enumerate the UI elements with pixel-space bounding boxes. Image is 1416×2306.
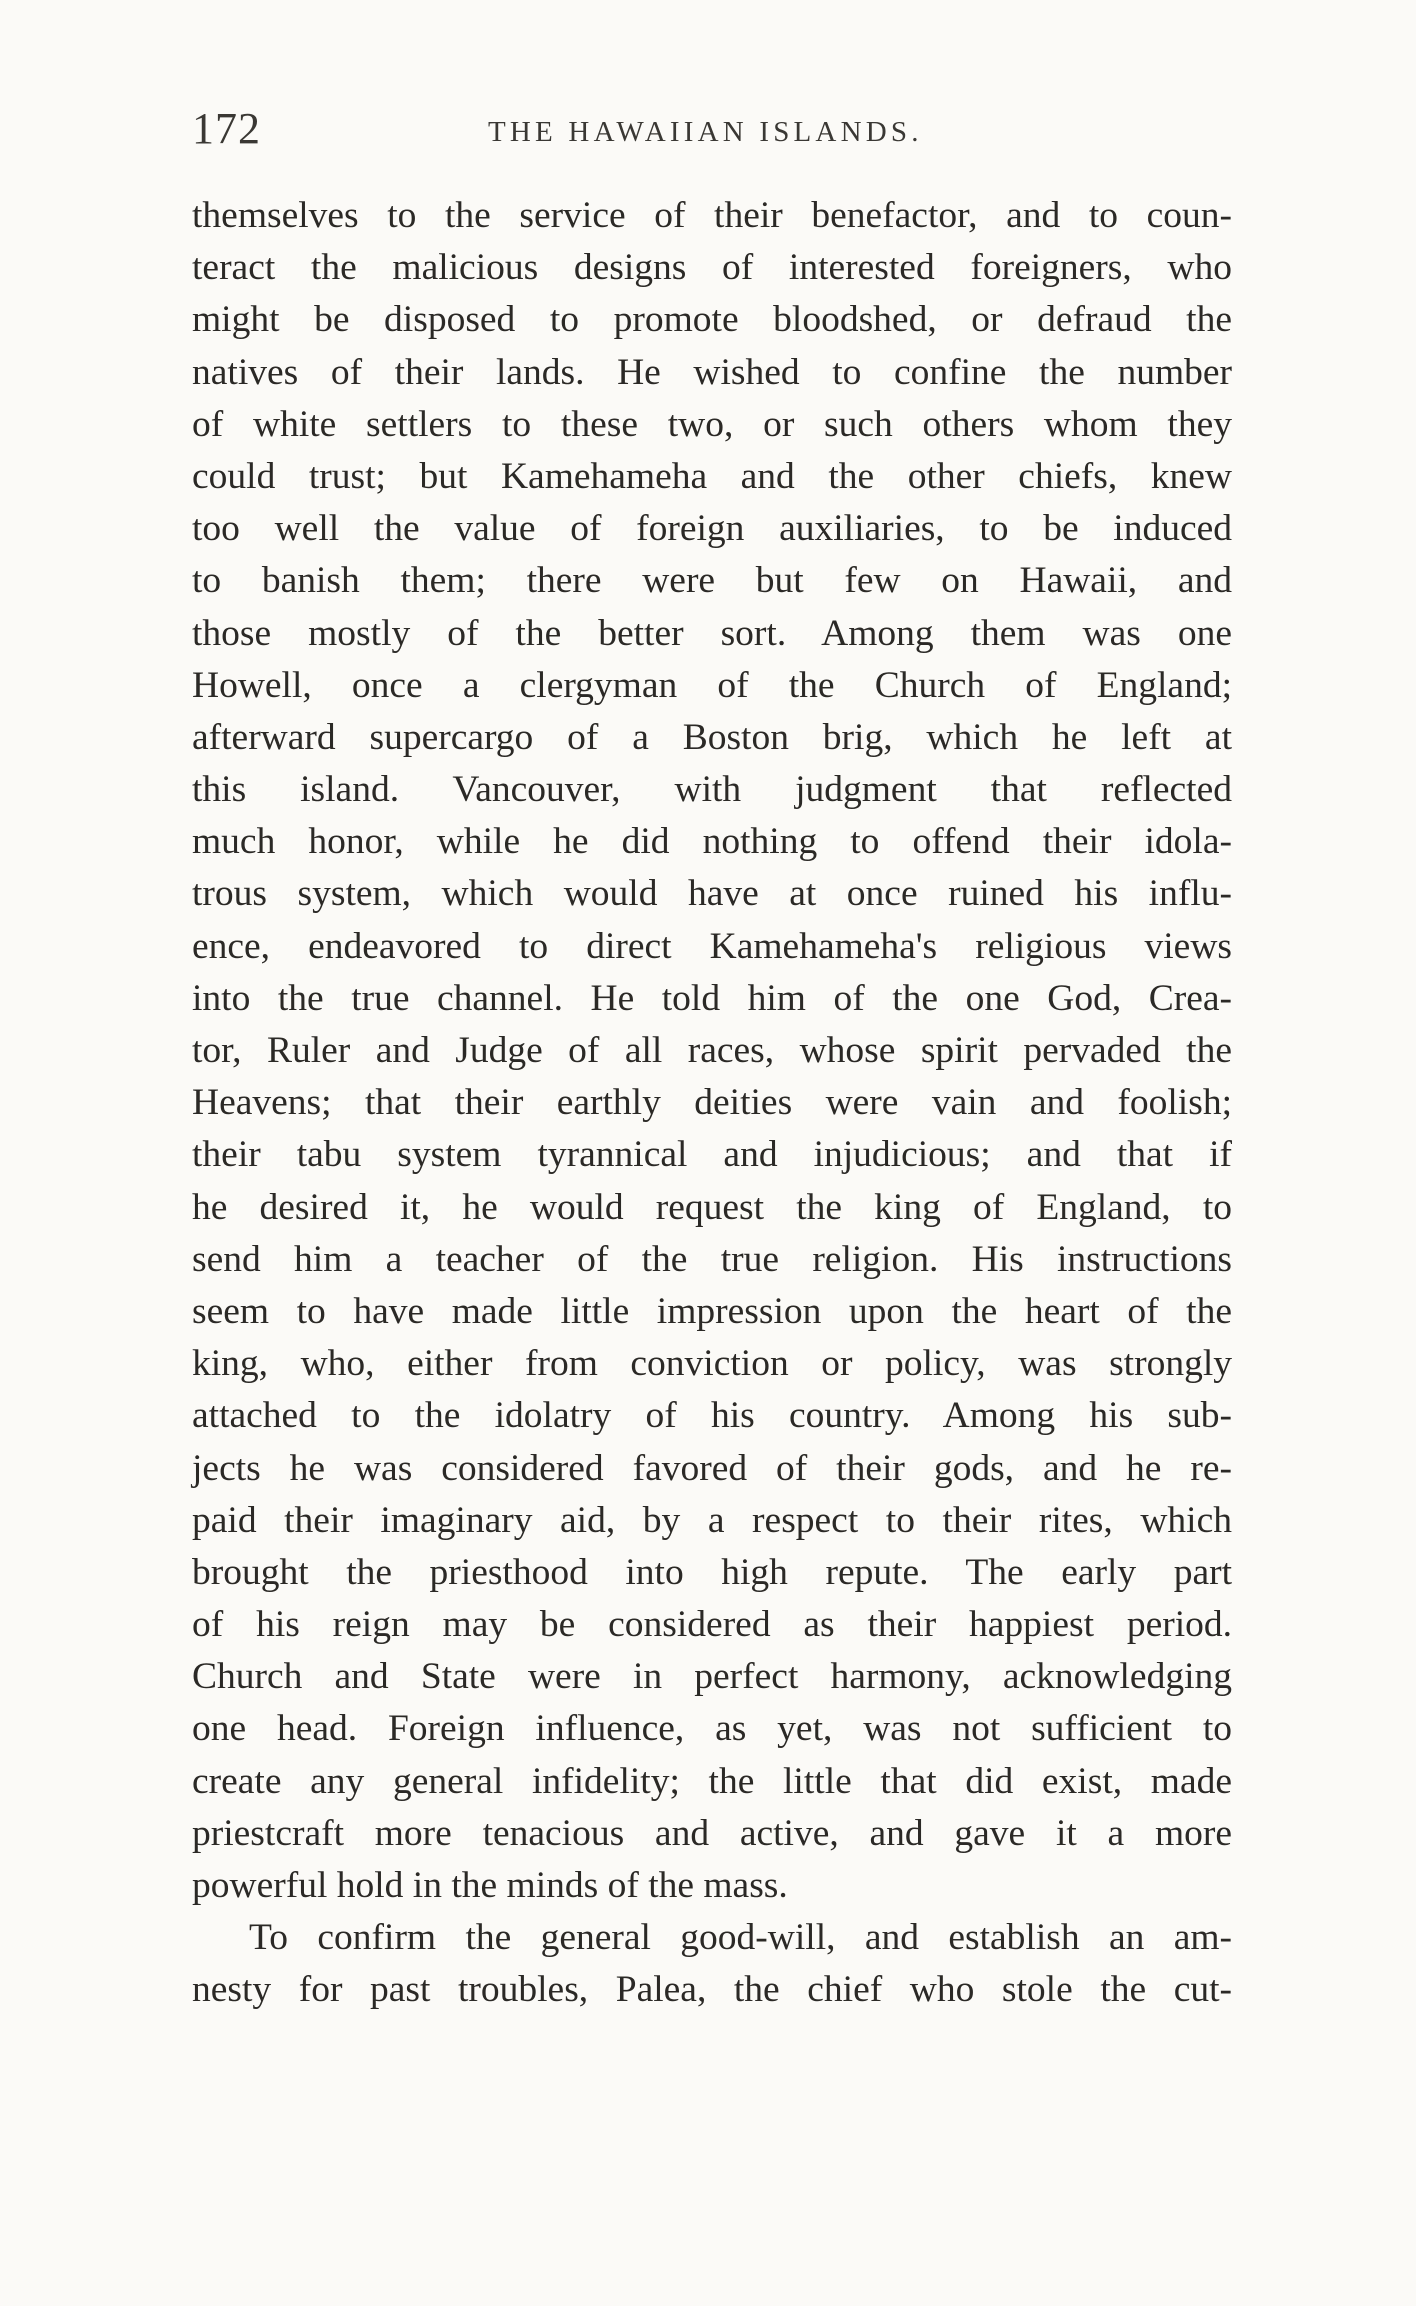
text-line: he desired it, he would request the king of England, to xyxy=(192,1186,1232,1228)
body-text xyxy=(192,190,1232,2017)
text-line: paid their imaginary aid, by a respect to their rites, which xyxy=(192,1499,1232,1541)
text-line: themselves to the service of their benefactor, and to coun- xyxy=(192,195,1232,236)
text-line: teract the malicious designs of interested foreigners, who xyxy=(192,247,1232,289)
text-line: Church and State were in perfect harmony, acknowledging xyxy=(192,1656,1232,1698)
running-head: THE HAWAIIAN ISLANDS. xyxy=(488,116,923,148)
text-line: Howell, once a clergyman of the Church of England; xyxy=(192,664,1232,706)
text-line: Heavens; that their earthly deities were vain and foolish; xyxy=(192,1082,1232,1124)
text-line: into the true channel. He told him of the one God, Crea- xyxy=(192,977,1232,1019)
text-line: priestcraft more tenacious and active, and gave it a more xyxy=(192,1812,1232,1854)
page-number: 172 xyxy=(192,104,261,153)
text-line: those mostly of the better sort. Among them was one xyxy=(192,612,1232,654)
text-line: jects he was considered favored of their gods, and he re- xyxy=(192,1447,1232,1489)
text-line: powerful hold in the minds of the mass. xyxy=(192,1865,788,1906)
text-line: much honor, while he did nothing to offend their idola- xyxy=(192,821,1232,863)
text-line: brought the priesthood into high repute. The early part xyxy=(192,1551,1232,1593)
text-line: of white settlers to these two, or such others whom they xyxy=(192,403,1232,445)
text-line: afterward supercargo of a Boston brig, which he left at xyxy=(192,716,1232,758)
text-line: seem to have made little impression upon the heart of the xyxy=(192,1290,1232,1332)
text-line: might be disposed to promote bloodshed, or defraud the xyxy=(192,299,1232,341)
text-line: trous system, which would have at once ruined his influ- xyxy=(192,873,1232,915)
text-line: create any general infidelity; the little that did exist, made xyxy=(192,1760,1232,1802)
text-line: tor, Ruler and Judge of all races, whose spirit pervaded the xyxy=(192,1030,1232,1071)
text-line: their tabu system tyrannical and injudicious; and that if xyxy=(192,1134,1232,1176)
text-line: nesty for past troubles, Palea, the chief who stole the cut- xyxy=(192,1969,1232,2011)
text-line: natives of their lands. He wished to confine the number xyxy=(192,351,1232,393)
text-line: of his reign may be considered as their happiest period. xyxy=(192,1604,1232,1646)
text-line: too well the value of foreign auxiliaries, to be induced xyxy=(192,508,1232,550)
paragraph-start-line: To confirm the general good-will, and establish an am- xyxy=(249,1917,1232,1959)
text-line: this island. Vancouver, with judgment that reflected xyxy=(192,769,1232,811)
text-line: ence, endeavored to direct Kamehameha's religious views xyxy=(192,925,1232,967)
text-line: to banish them; there were but few on Hawaii, and xyxy=(192,560,1232,602)
text-line: send him a teacher of the true religion. His instructions xyxy=(192,1238,1232,1280)
text-line: could trust; but Kamehameha and the other chiefs, knew xyxy=(192,455,1232,497)
text-line: king, who, either from conviction or policy, was strongly xyxy=(192,1343,1232,1385)
text-line: attached to the idolatry of his country. Among his sub- xyxy=(192,1395,1232,1437)
text-line: one head. Foreign influence, as yet, was not sufficient to xyxy=(192,1708,1232,1750)
